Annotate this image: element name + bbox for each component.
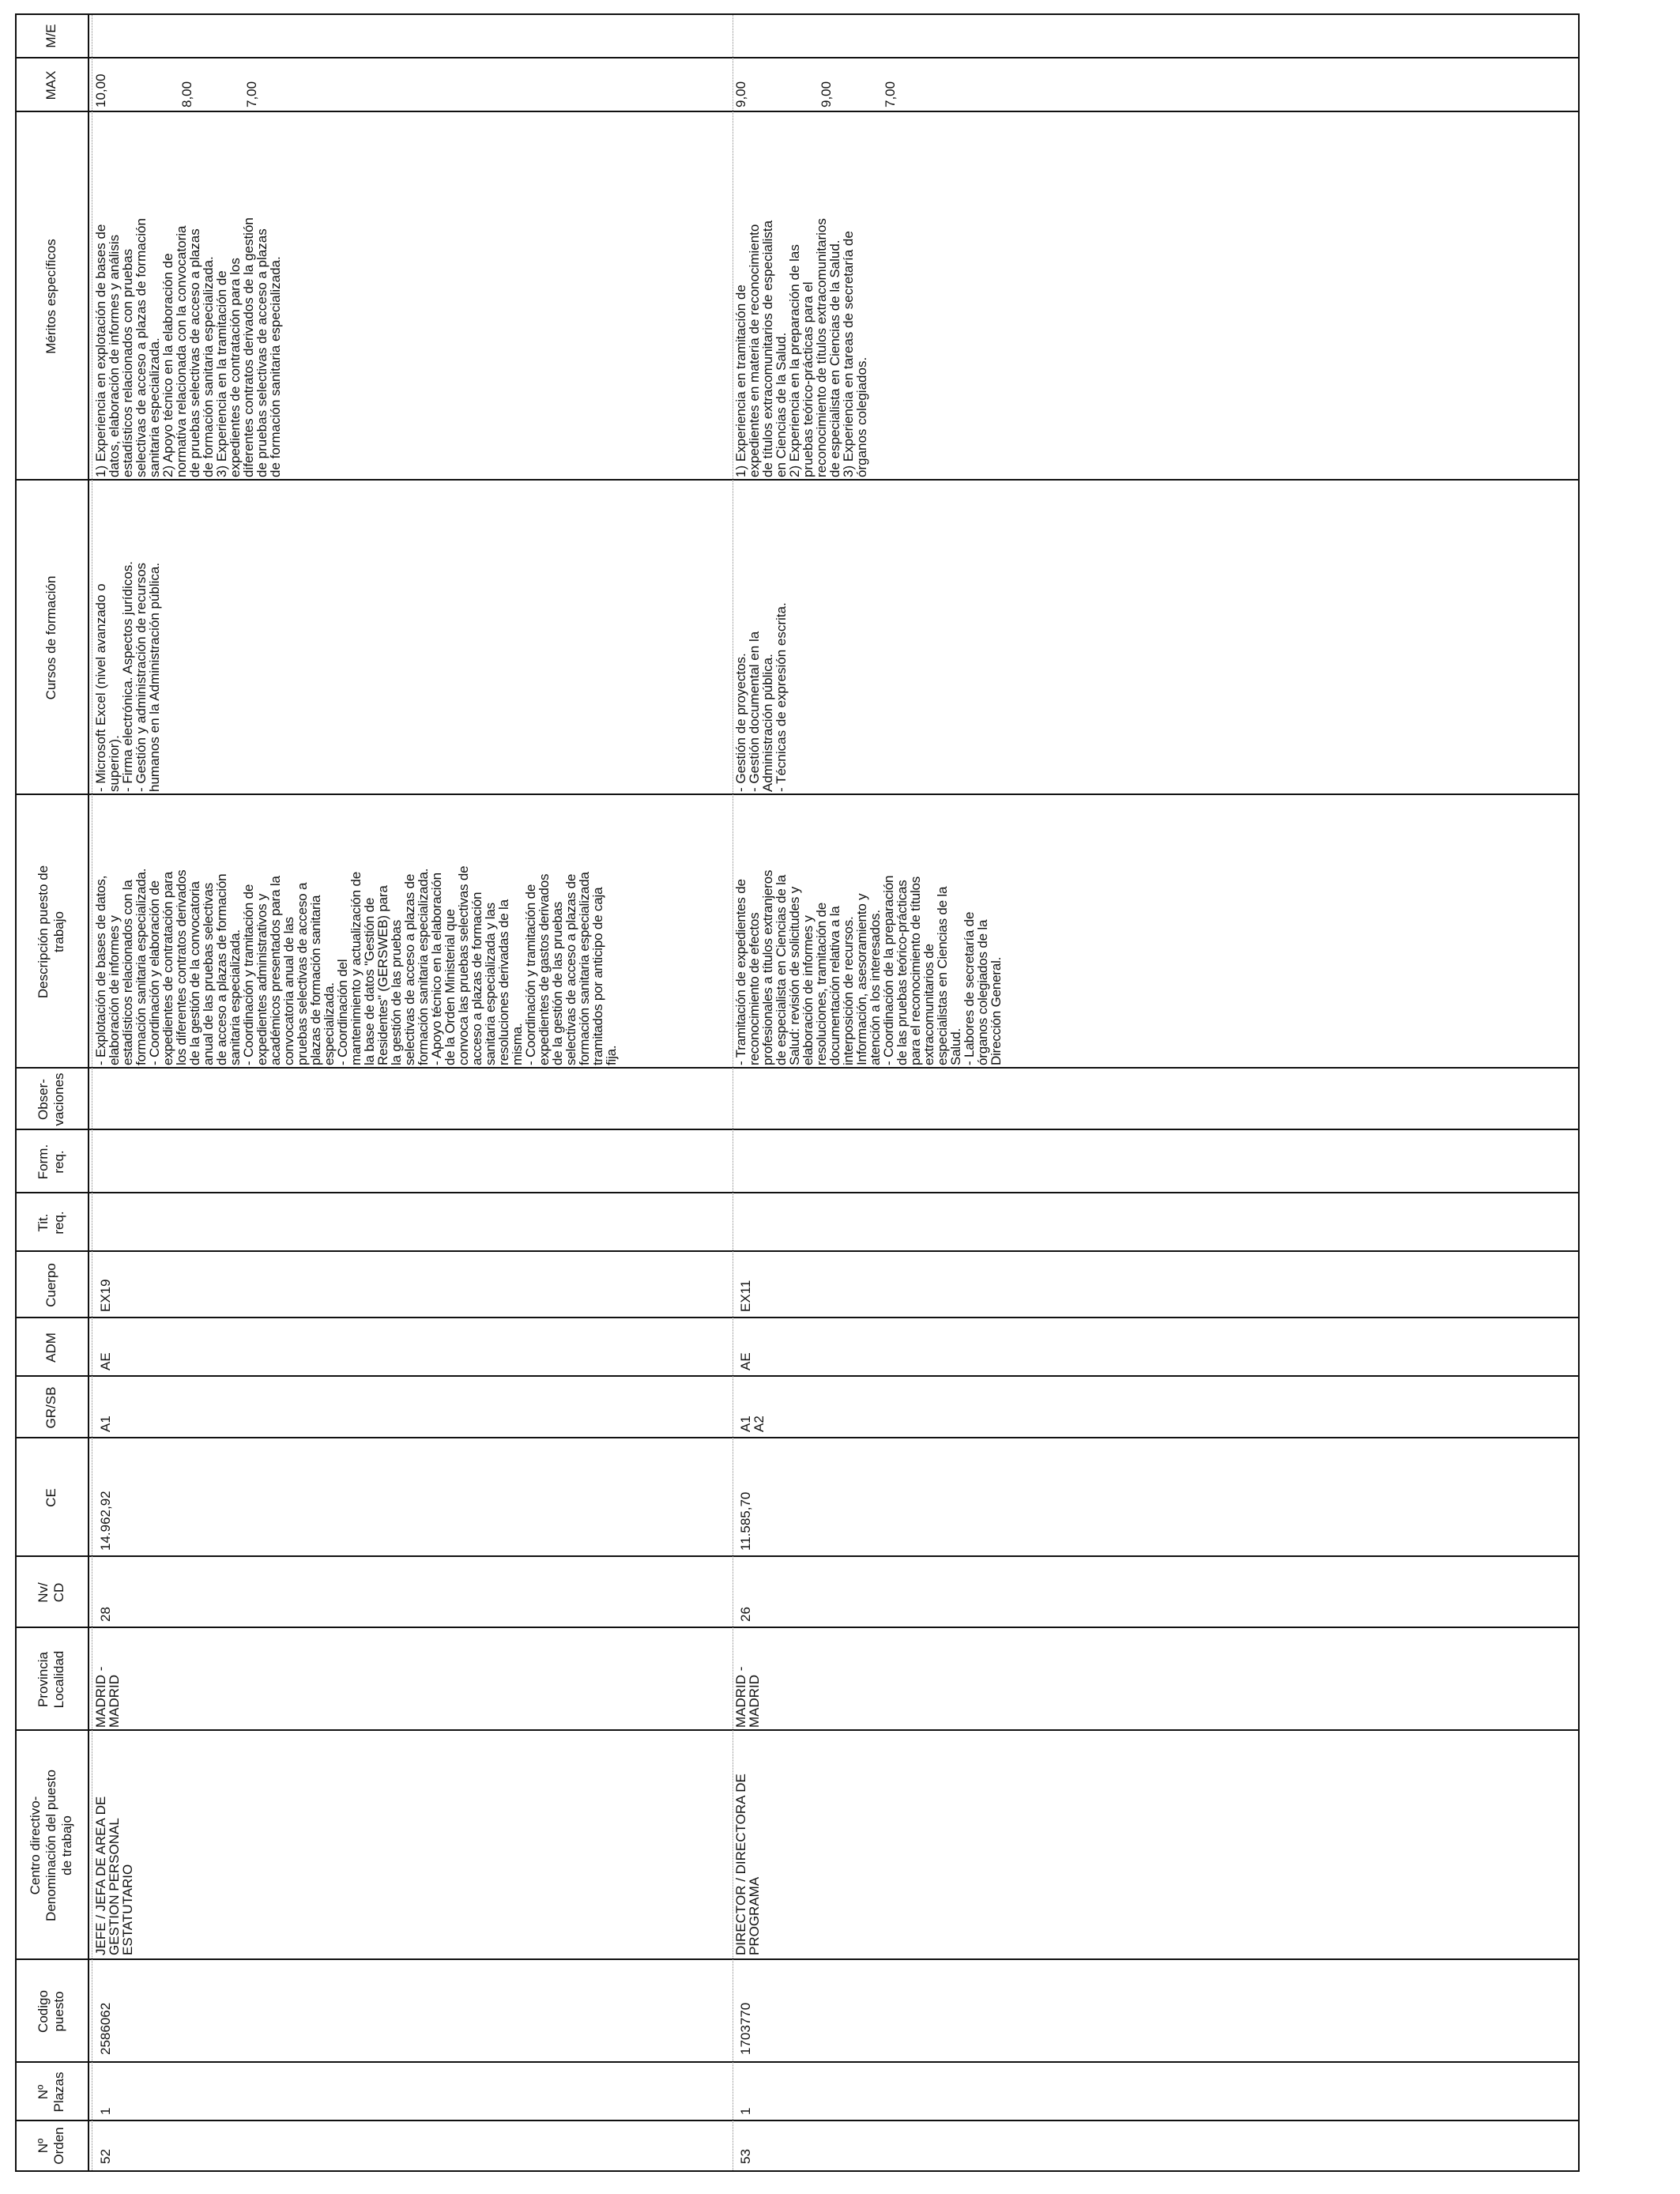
column-divider: [17, 1317, 1578, 1318]
cell-cuerpo: EX19: [98, 1279, 113, 1312]
header-orden: Nº Orden: [36, 2127, 66, 2165]
cell-codigo: 1703770: [738, 2002, 753, 2055]
header-grupo: GR/SB: [43, 1386, 58, 1429]
column-divider: [17, 1437, 1578, 1438]
column-divider: [17, 1555, 1578, 1557]
cell-max-3: 7,00: [883, 81, 898, 107]
column-divider: [17, 479, 1578, 481]
header-descripcion: Descripción puesto de trabajo: [36, 865, 66, 999]
header-max: MAX: [43, 70, 58, 100]
column-divider: [17, 1129, 1578, 1130]
column-divider: [17, 2120, 1578, 2121]
cell-cursos: - Gestión de proyectos. - Gestión documental en la Administración pública. - Técnicas de expresión escrita.: [733, 602, 789, 792]
cell-plazas: 1: [98, 2107, 113, 2115]
cell-orden: 53: [738, 2149, 753, 2164]
cell-ce: 11.585,70: [738, 1491, 753, 1551]
column-divider: [17, 1067, 1578, 1069]
cell-meritos: 1) Experiencia en explotación de bases de datos, elaboración de informes y análisis estadísticos relacionados con pruebas selectivas de acceso a plazas de formación sanitaria especializada. 2) Apoyo técnico en la elaboración de normativa relacionada con la convocatoria de pruebas selectivas de acceso a plazas de formación sanitaria especializada. 3) Experiencia en la tramitación de expedientes de contratación para los diferentes contratos derivados de la gestión de pruebas selectivas de acceso a plazas de formación sanitaria especializada.: [93, 217, 283, 477]
table-header-row: [17, 15, 89, 2170]
column-divider: [17, 2061, 1578, 2063]
column-divider: [17, 1729, 1578, 1731]
header-cursos: Cursos de formación: [43, 575, 58, 700]
cell-descripcion: - Explotación de bases de datos, elaboración de informes y estadísticos relacionados con la formación sanitaria especializada. - Coordinación y elaboración de expedientes de contratación para los diferentes contratos derivados de la gestión de la convocatoria anual de las pruebas selectivas de acceso a plazas de formación sanitaria especializada. - Coordinación y tramitación de expedientes administrativos y académicos presentados para la convocatoria anual de las pruebas selectivas de acceso a plazas de formación sanitaria especializada. - Coordinación del mantenimiento y actualización de la base de datos "Gestión de Residentes" (GERSWEB) para la gestión de las pruebas selectivas de acceso a plazas de formación sanitaria especializada. - Apoyo técnico en la elaboración de la Orden Ministerial que convoca las pruebas selectivas de acceso a plazas de formación sanitaria especializada y las resoluciones derivadas de la misma. - Coordinación y tramitación de expedientes de gastos derivados de la gestión de las pruebas selectivas de acceso a plazas de formación sanitaria especializada tramitados por anticipo de caja fija.: [93, 865, 619, 1065]
header-ce: CE: [43, 1488, 58, 1507]
header-tit: Tit. req.: [36, 1211, 66, 1235]
header-me: M/E: [43, 24, 58, 48]
cell-adm: AE: [738, 1352, 753, 1370]
header-obs: Obser- vaciones: [36, 1072, 66, 1126]
cell-max-1: 9,00: [733, 81, 748, 107]
cell-max-3: 7,00: [244, 81, 259, 107]
cell-max-2: 8,00: [179, 81, 194, 107]
header-provincia: Provincia Localidad: [36, 1650, 66, 1709]
column-divider: [17, 57, 1578, 58]
cell-descripcion: - Tramitación de expedientes de reconocimiento de efectos profesionales a títulos extranjeros de especialista en Ciencias de la Salud: revisión de solicitudes y elaboración de informes y resoluciones, tramitación de documentación relativa a la interposición de recursos. Información, asesoramiento y atención a los interesados. - Coordinación de la preparación de las pruebas teórico-prácticas para el reconocimiento de títulos extracomunitarios de especialistas en Ciencias de la Salud. - Labores de secretaría de órganos colegiados de la Dirección General.: [733, 869, 1004, 1065]
header-cuerpo: Cuerpo: [43, 1263, 58, 1307]
cell-nivel: 28: [98, 1607, 113, 1622]
column-divider: [17, 1375, 1578, 1377]
header-adm: ADM: [43, 1333, 58, 1363]
column-divider: [17, 1192, 1578, 1193]
cell-orden: 52: [98, 2149, 113, 2164]
cell-cuerpo: EX11: [738, 1280, 753, 1312]
header-codigo: Codigo puesto: [36, 1990, 66, 2033]
column-divider: [17, 1250, 1578, 1252]
cell-cursos: - Microsoft Excel (nivel avanzado o superior). - Firma electrónica. Aspectos jurídicos. - Gestión y administración de recursos humanos en la Administración pública.: [93, 561, 162, 792]
cell-nivel: 26: [738, 1607, 753, 1622]
cell-grupo: A1: [98, 1416, 113, 1432]
cell-adm: AE: [98, 1352, 113, 1370]
column-divider: [17, 1958, 1578, 1960]
column-divider: [17, 111, 1578, 112]
column-divider: [17, 1627, 1578, 1628]
column-divider: [17, 794, 1578, 795]
cell-provincia: MADRID - MADRID: [733, 1666, 762, 1728]
cell-centro: JEFE / JEFA DE AREA DE GESTION PERSONAL ESTATUTARIO: [93, 1796, 135, 1955]
header-nivel: Nv/ CD: [36, 1582, 66, 1603]
cell-grupo: A1 A2: [738, 1416, 767, 1432]
cell-centro: DIRECTOR / DIRECTORA DE PROGRAMA: [733, 1774, 762, 1955]
positions-table: [15, 13, 1580, 2172]
cell-max-1: 10,00: [93, 74, 108, 107]
cell-plazas: 1: [738, 2107, 753, 2115]
cell-ce: 14.962,92: [98, 1491, 113, 1551]
header-meritos: Méritos específicos: [43, 239, 58, 354]
cell-max-2: 9,00: [819, 81, 834, 107]
header-form: Form. req.: [36, 1144, 66, 1180]
cell-codigo: 2586062: [98, 2002, 113, 2055]
header-plazas: Nº Plazas: [36, 2071, 66, 2113]
cell-meritos: 1) Experiencia en tramitación de expedientes en materia de reconocimiento de títulos extracomunitarios de especialista en Ciencias de la Salud. 2) Experiencia en la preparación de las pruebas teórico-prácticas para el reconocimiento de títulos extracomunitarios de especialista en Ciencias de la Salud. 3) Experiencia en tareas de secretaría de órganos colegiados.: [733, 218, 869, 477]
cell-provincia: MADRID - MADRID: [93, 1666, 122, 1728]
header-centro: Centro directivo- Denominación del puesto de trabajo: [28, 1770, 74, 1921]
